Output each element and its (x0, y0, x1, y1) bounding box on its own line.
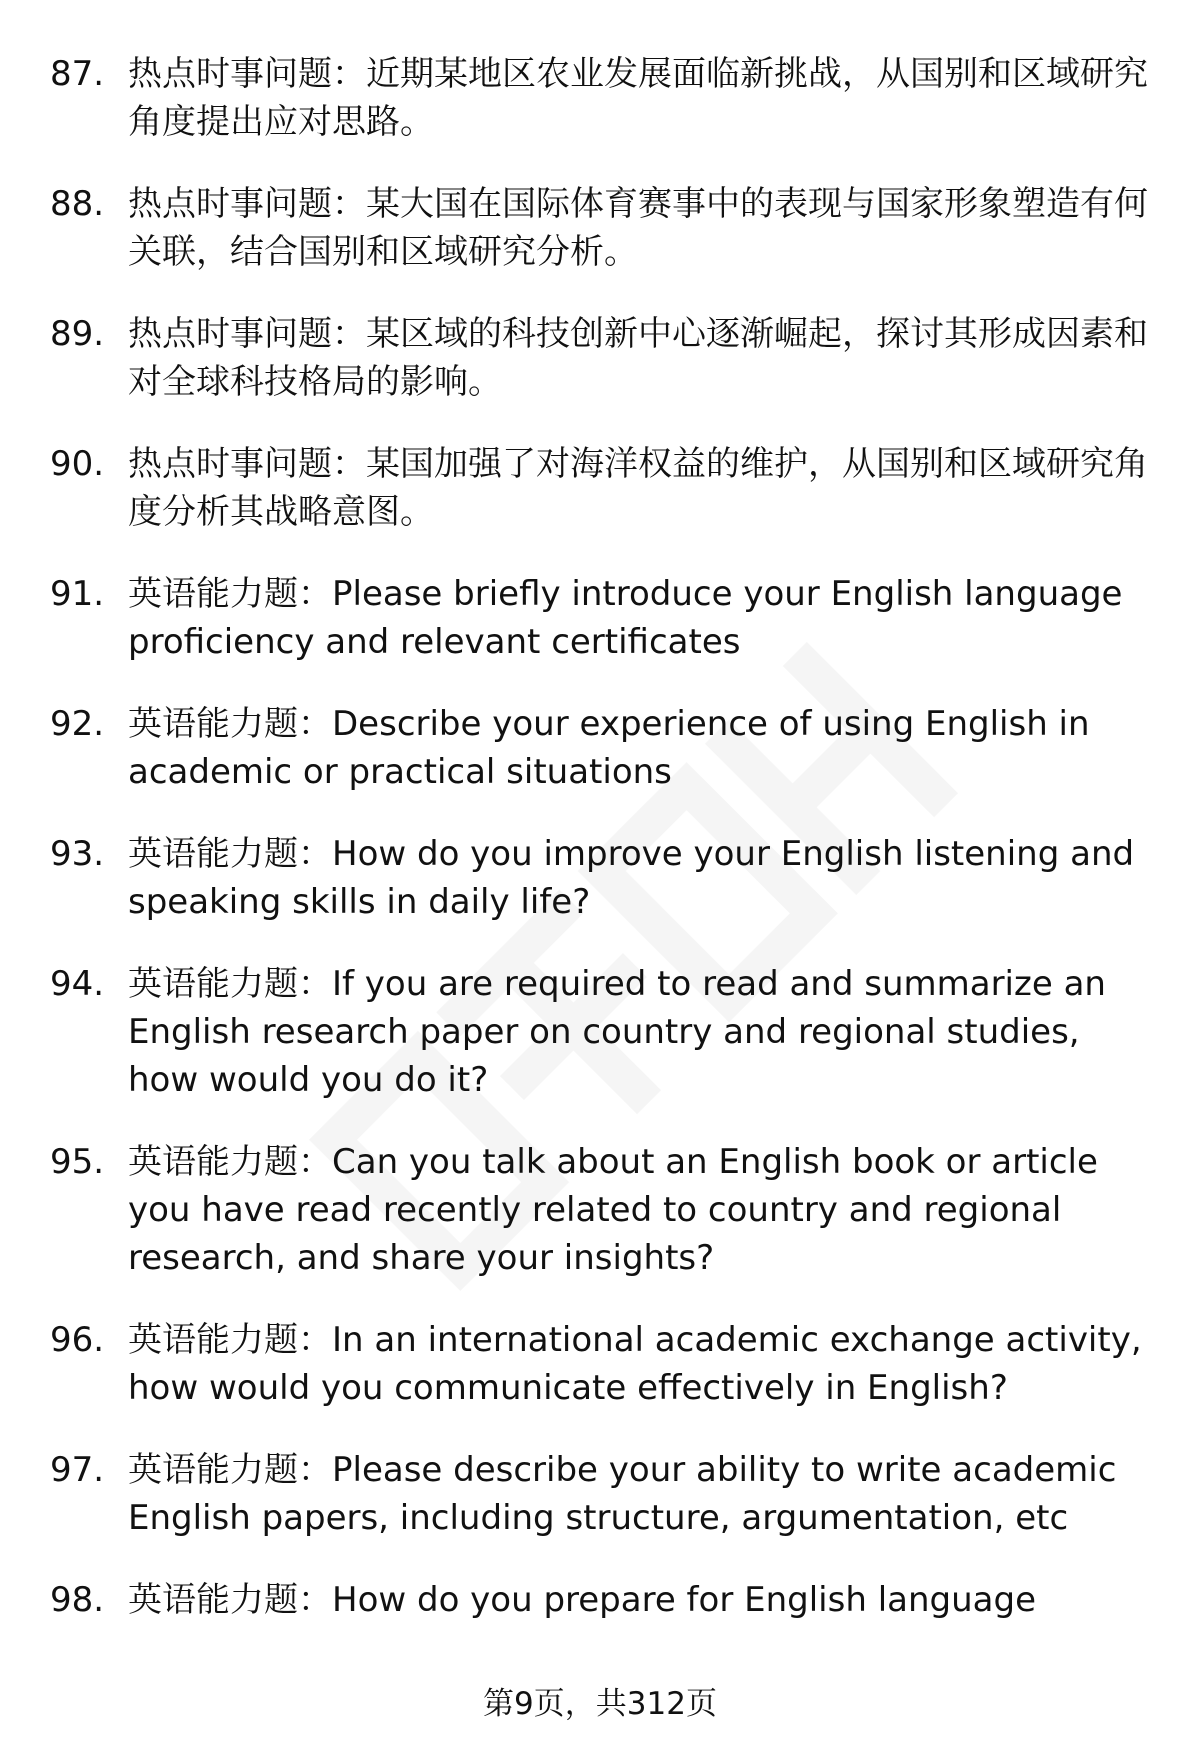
question-body: Describe your experience of using English in academic or practical situations (128, 704, 1090, 792)
question-item (50, 440, 1160, 536)
question-text (128, 440, 1160, 536)
question-category: 英语能力题： (128, 1142, 332, 1182)
question-list (50, 50, 1160, 1658)
question-item (50, 960, 1160, 1104)
question-body: How do you prepare for English language (332, 1580, 1036, 1620)
question-number: 94. (50, 964, 105, 1004)
question-category: 英语能力题： (128, 1580, 332, 1620)
question-item (50, 700, 1160, 796)
question-body: In an international academic exchange activity, how would you communicate effectively in English? (128, 1320, 1142, 1408)
question-item (50, 1316, 1160, 1412)
question-category: 英语能力题： (128, 964, 332, 1004)
question-body: 某大国在国际体育赛事中的表现与国家形象塑造有何关联，结合国别和区域研究分析。 (128, 184, 1148, 272)
question-body: If you are required to read and summarize an English research paper on country and regional studies, how would you do it? (128, 964, 1106, 1100)
question-category: 热点时事问题： (128, 184, 366, 224)
question-text (128, 50, 1160, 146)
question-body: 某区域的科技创新中心逐渐崛起，探讨其形成因素和对全球科技格局的影响。 (128, 314, 1148, 402)
question-text (128, 1316, 1160, 1412)
question-number: 87. (50, 54, 105, 94)
question-number: 96. (50, 1320, 105, 1360)
question-item (50, 1576, 1160, 1624)
question-body: 某国加强了对海洋权益的维护，从国别和区域研究角度分析其战略意图。 (128, 444, 1148, 532)
question-text (128, 1446, 1160, 1542)
question-text (128, 960, 1160, 1104)
question-text (128, 700, 1160, 796)
question-item (50, 830, 1160, 926)
question-category: 英语能力题： (128, 574, 332, 614)
question-text (128, 180, 1160, 276)
question-body: Please briefly introduce your English language proficiency and relevant certificates (128, 574, 1123, 662)
question-text (128, 310, 1160, 406)
question-category: 英语能力题： (128, 1450, 332, 1490)
question-body: How do you improve your English listening and speaking skills in daily life? (128, 834, 1135, 922)
question-number: 92. (50, 704, 105, 744)
question-item (50, 180, 1160, 276)
question-body: Please describe your ability to write academic English papers, including structure, argumentation, etc (128, 1450, 1117, 1538)
question-item (50, 50, 1160, 146)
question-item (50, 310, 1160, 406)
question-number: 95. (50, 1142, 105, 1182)
question-text (128, 830, 1160, 926)
question-category: 热点时事问题： (128, 54, 366, 94)
question-body: 近期某地区农业发展面临新挑战，从国别和区域研究角度提出应对思路。 (128, 54, 1148, 142)
question-number: 89. (50, 314, 105, 354)
question-category: 热点时事问题： (128, 444, 366, 484)
question-body: Can you talk about an English book or article you have read recently related to country and regional research, and share your insights? (128, 1142, 1098, 1278)
question-category: 英语能力题： (128, 1320, 332, 1360)
question-number: 93. (50, 834, 105, 874)
question-text (128, 1576, 1160, 1624)
question-text (128, 1138, 1160, 1282)
question-number: 88. (50, 184, 105, 224)
page-number-footer: 第9页，共312页 (483, 1686, 717, 1722)
question-number: 90. (50, 444, 105, 484)
question-number: 97. (50, 1450, 105, 1490)
question-text (128, 570, 1160, 666)
question-number: 98. (50, 1580, 105, 1620)
question-number: 91. (50, 574, 105, 614)
question-item (50, 570, 1160, 666)
question-item (50, 1446, 1160, 1542)
question-category: 英语能力题： (128, 704, 332, 744)
question-category: 热点时事问题： (128, 314, 366, 354)
question-category: 英语能力题： (128, 834, 332, 874)
question-item (50, 1138, 1160, 1282)
